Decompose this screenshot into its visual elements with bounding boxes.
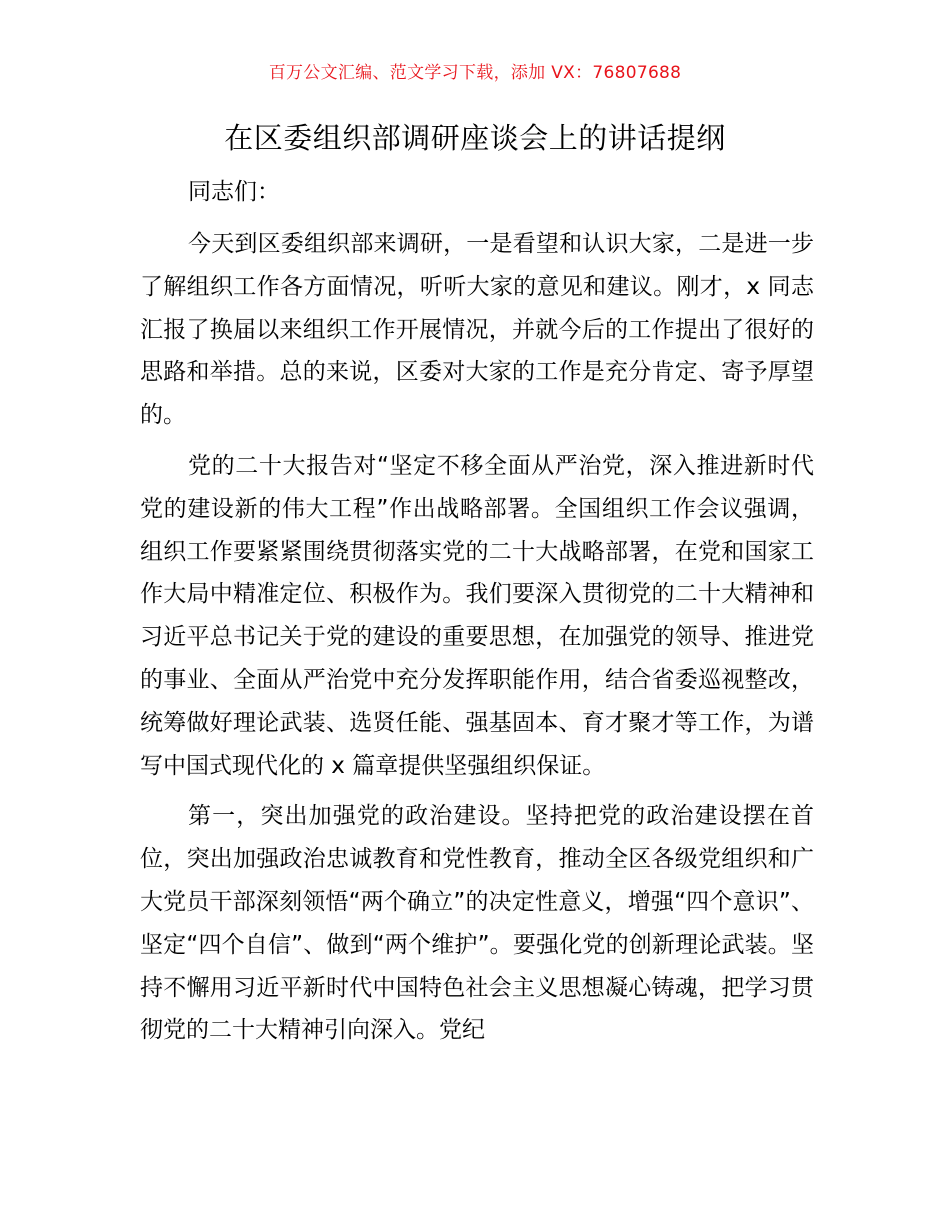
document-body — [140, 223, 814, 1060]
salutation: 同志们： — [188, 179, 280, 205]
header-banner: 百万公文汇编、范文学习下载，添加 VX：76807688 — [268, 63, 682, 83]
document-title: 在区委组织部调研座谈会上的讲话提纲 — [224, 121, 726, 155]
paragraph-1: 今天到区委组织部来调研，一是看望和认识大家，二是进一步了解组织工作各方面情况，听听大家的意见和建议。刚才，x 同志汇报了换届以来组织工作开展情况，并就今后的工作提出了很好的思路和举措。总的来说，区委对大家的工作是充分肯定、寄予厚望的。 — [140, 231, 814, 429]
paragraph-2: 党的二十大报告对“坚定不移全面从严治党，深入推进新时代党的建设新的伟大工程”作出战略部署。全国组织工作会议强调，组织工作要紧紧围绕贯彻落实党的二十大战略部署，在党和国家工作大局中精准定位、积极作为。我们要深入贯彻党的二十大精神和习近平总书记关于党的建设的重要思想，在加强党的领导、推进党的事业、全面从严治党中充分发挥职能作用，结合省委巡视整改，统筹做好理论武装、选贤任能、强基固本、育才聚才等工作，为谱写中国式现代化的 x 篇章提供坚强组织保证。 — [140, 452, 814, 779]
paragraph-3: 第一，突出加强党的政治建设。坚持把党的政治建设摆在首位，突出加强政治忠诚教育和党性教育，推动全区各级党组织和广大党员干部深刻领悟“两个确立”的决定性意义，增强“四个意识”、坚定“四个自信”、做到“两个维护”。要强化党的创新理论武装。坚持不懈用习近平新时代中国特色社会主义思想凝心铸魂，把学习贯彻党的二十大精神引向深入。党纪 — [140, 803, 814, 1044]
